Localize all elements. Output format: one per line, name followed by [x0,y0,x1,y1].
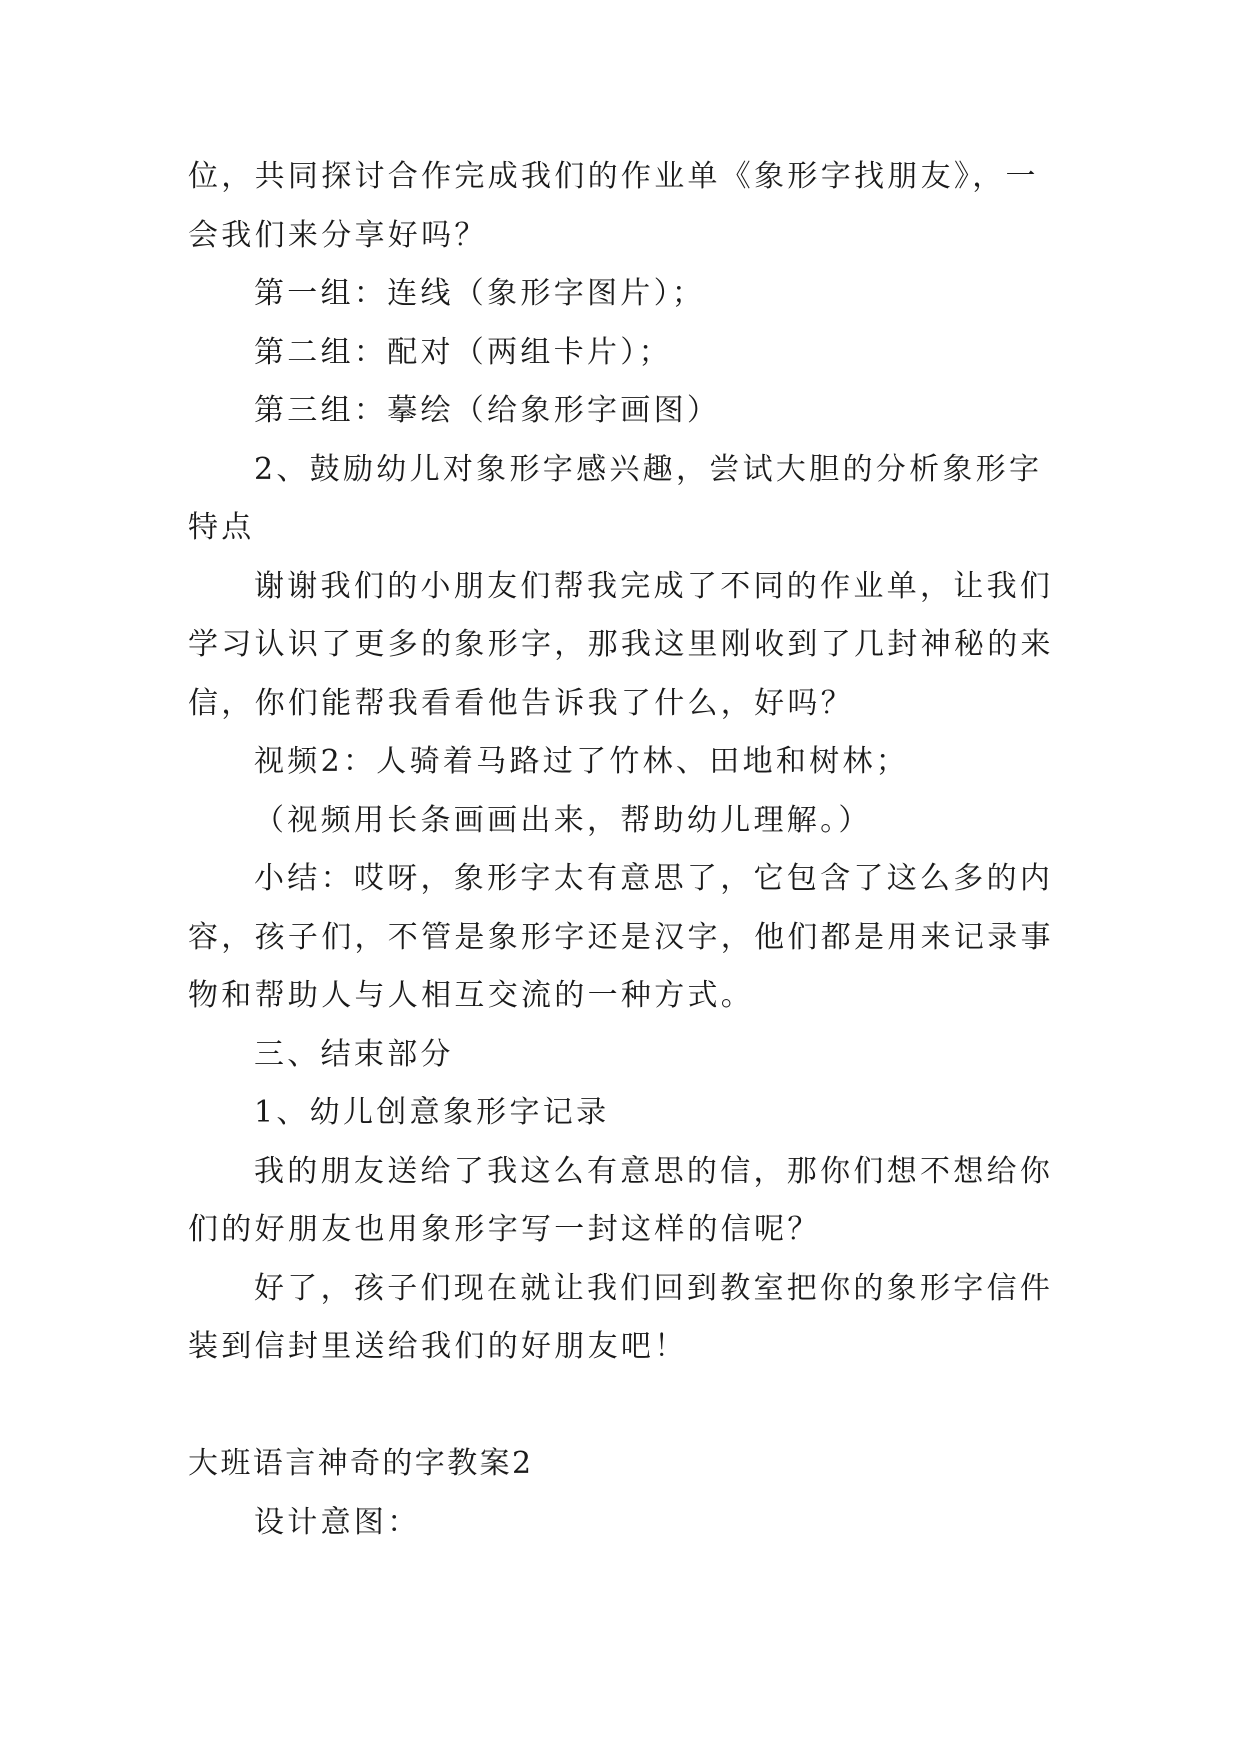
paragraph-continuation: 位，共同探讨合作完成我们的作业单《象形字找朋友》，一会我们来分享好吗？ [188,159,1039,253]
paragraph-step-two: 2、鼓励幼儿对象形字感兴趣，尝试大胆的分析象形字特点 [188,451,1043,545]
paragraph-video-note: （视频用长条画画出来，帮助幼儿理解。） [254,802,872,838]
section-spacer [188,1377,1054,1436]
paragraph-group-two: 第二组：配对（两组卡片）； [254,334,672,370]
paragraph-design-intent: 设计意图： [254,1504,421,1540]
paragraph-group-three: 第三组：摹绘（给象形字画图） [254,393,721,428]
paragraph-thanks: 谢谢我们的小朋友们帮我完成了不同的作业单，让我们学习认识了更多的象形字，那我这里刚收到了几封神秘的来信，你们能帮我看看他告诉我了什么，好吗？ [188,568,1054,721]
paragraph-creative-record: 1、幼儿创意象形字记录 [254,1095,610,1130]
paragraph-ending-section: 三、结束部分 [254,1036,454,1072]
paragraph-group-one: 第一组：连线（象形字图片）； [254,276,706,311]
paragraph-summary: 小结：哎呀，象形字太有意思了，它包含了这么多的内容，孩子们，不管是象形字还是汉字，他们都是用来记录事物和帮助人与人相互交流的一种方式。 [188,861,1054,1013]
document-body [188,148,1054,1552]
paragraph-letter-question: 我的朋友送给了我这么有意思的信，那你们想不想给你们的好朋友也用象形字写一封这样的信呢？ [188,1153,1054,1247]
paragraph-video-two: 视频2：人骑着马路过了竹林、田地和树林； [254,744,910,779]
section-title: 大班语言神奇的字教案2 [188,1446,534,1481]
paragraph-closing: 好了，孩子们现在就让我们回到教室把你的象形字信件装到信封里送给我们的好朋友吧！ [188,1270,1054,1364]
